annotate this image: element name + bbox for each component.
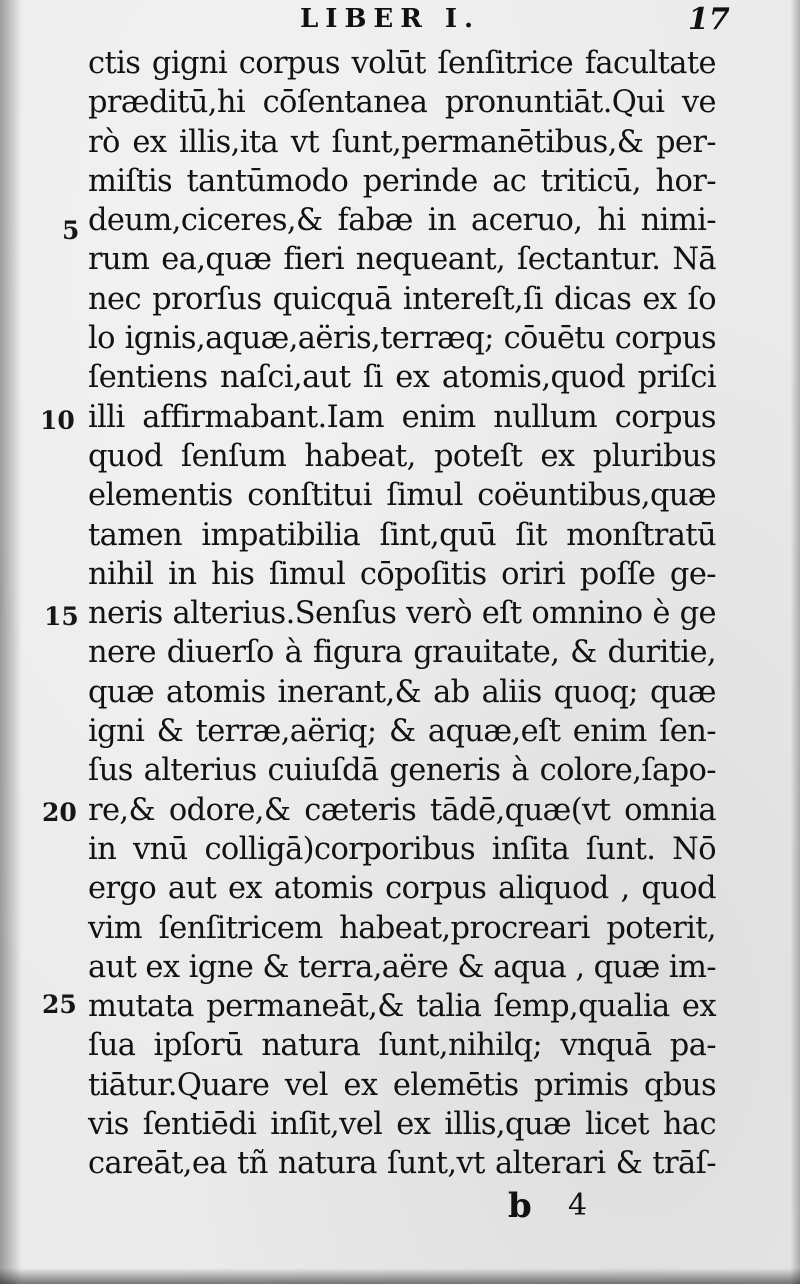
- text-line: aut ex igne & terra,aëre & aqua , quæ im-: [88, 949, 716, 985]
- page-footer: [0, 1186, 800, 1236]
- page-header: [0, 2, 800, 42]
- body-text: [88, 44, 716, 1184]
- line-number-15: 15: [44, 602, 79, 631]
- text-line: ſua ipſorū natura ſunt,nihilq; vnquā pa-: [88, 1028, 716, 1064]
- text-line: vim ſenſitricem habeat,procreari poterit,: [88, 910, 716, 946]
- line-number-10: 10: [40, 406, 75, 435]
- line-number-margin: [0, 0, 88, 1284]
- text-line: illi affirmabant.Iam enim nullum corpus: [88, 399, 716, 435]
- page-edge-shadow: [790, 0, 800, 1284]
- text-line: careāt,ea tñ natura ſunt,vt alterari & trāſ-: [88, 1146, 716, 1182]
- text-line: lo ignis,aquæ,aëris,terræq; cōuētu corpus: [88, 321, 716, 357]
- text-line: vis ſentiēdi inſit,vel ex illis,quæ licet hac: [88, 1107, 716, 1143]
- text-line: quod ſenſum habeat, poteſt ex pluribus: [88, 438, 716, 474]
- text-line: igni & terræ,aëriq; & aquæ,eſt enim ſen-: [88, 714, 716, 750]
- text-line: nere diuerſo à figura grauitate, & duritie,: [88, 635, 716, 671]
- text-line: in vnū colligā)corporibus inſita ſunt. Nō: [88, 831, 716, 867]
- text-line: neris alterius.Senſus verò eſt omnino è ge: [88, 596, 716, 632]
- text-line: re,& odore,& cæteris tādē,quæ(vt omnia: [88, 792, 716, 828]
- text-line: mutata permaneāt,& talia ſemp,qualia ex: [88, 989, 716, 1025]
- text-line: præditū,hi cōſentanea pronuntiāt.Qui ve: [88, 85, 716, 121]
- text-line: nihil in his ſimul cōpoſitis oriri poſſe ge-: [88, 556, 716, 592]
- running-head: LIBER I.: [300, 4, 481, 34]
- text-line: quæ atomis inerant,& ab aliis quoq; quæ: [88, 674, 716, 710]
- text-line: tamen impatibilia ſint,quū ſit monſtratū: [88, 517, 716, 553]
- text-line: rum ea,quæ fieri nequeant, ſectantur. Nā: [88, 242, 716, 278]
- text-line: ſentiens naſci,aut ſi ex atomis,quod priſci: [88, 360, 716, 396]
- text-line: tiātur.Quare vel ex elemētis primis qbus: [88, 1067, 716, 1103]
- line-number-20: 20: [42, 798, 77, 827]
- text-line: rò ex illis,ita vt ſunt,permanētibus,& per-: [88, 124, 716, 160]
- text-line: nec prorſus quicquā intereſt,ſi dicas ex ſo: [88, 281, 716, 317]
- text-line: ſus alterius cuiuſdā generis à colore,ſapo-: [88, 753, 716, 789]
- text-line: deum,ciceres,& fabæ in aceruo, hi nimi-: [88, 203, 716, 239]
- page-number: 17: [688, 2, 730, 37]
- page-bottom-shadow: [0, 1268, 800, 1284]
- text-line: ctis gigni corpus volūt ſenſitrice facultate: [88, 46, 716, 81]
- signature-mark: b: [508, 1186, 532, 1226]
- text-line: ergo aut ex atomis corpus aliquod , quod: [88, 871, 716, 907]
- text-line: miſtis tantūmodo perinde ac triticū, hor-: [88, 163, 716, 199]
- text-line: elementis conſtitui ſimul coëuntibus,quæ: [88, 478, 716, 514]
- signature-number: 4: [568, 1188, 588, 1223]
- line-number-25: 25: [42, 990, 77, 1019]
- line-number-5: 5: [62, 216, 80, 245]
